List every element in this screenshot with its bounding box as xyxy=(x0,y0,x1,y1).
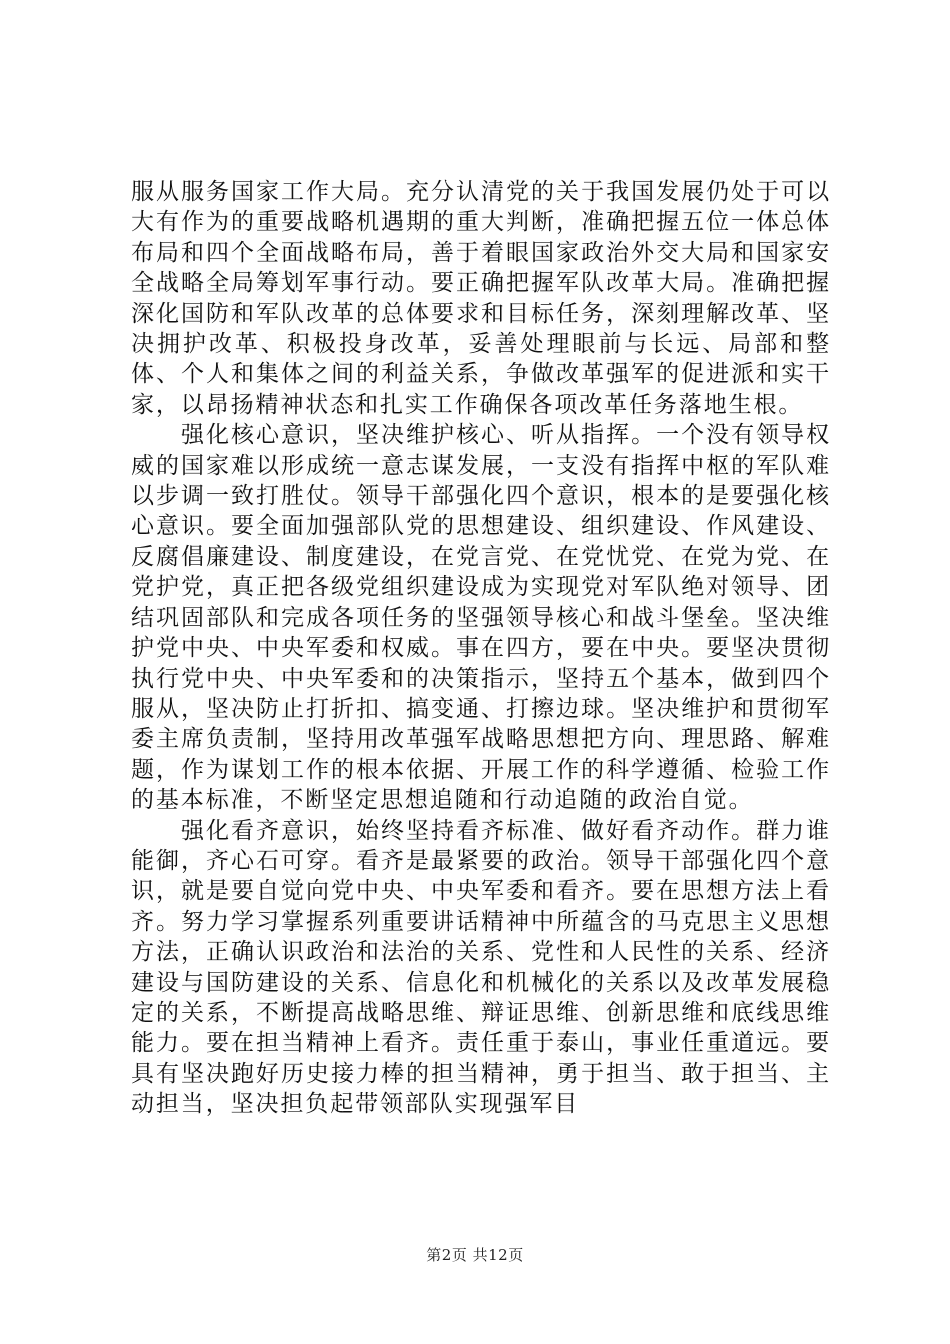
paragraph-3: 强化看齐意识，始终坚持看齐标准、做好看齐动作。群力谁能御，齐心石可穿。看齐是最紧要的政治。领导干部强化四个意识，就是要自觉向党中央、中央军委和看齐。要在思想方法上看齐。努力学习掌握系列重要讲话精神中所蕴含的马克思主义思想方法，正确认识政治和法治的关系、党性和人民性的关系、经济建设与国防建设的关系、信息化和机械化的关系以及改革发展稳定的关系，不断提高战略思维、辩证思维、创新思维和底线思维能力。要在担当精神上看齐。责任重于泰山，事业任重道远。要具有坚决跑好历史接力棒的担当精神，勇于担当、敢于担当、主动担当，坚决担负起带领部队实现强军目 xyxy=(131,817,831,1118)
paragraph-2: 强化核心意识，坚决维护核心、听从指挥。一个没有领导权威的国家难以形成统一意志谋发展，一支没有指挥中枢的军队难以步调一致打胜仗。领导干部强化四个意识，根本的是要强化核心意识。要全面加强部队党的思想建设、组织建设、作风建设、反腐倡廉建设、制度建设，在党言党、在党忧党、在党为党、在党护党，真正把各级党组织建设成为实现党对军队绝对领导、团结巩固部队和完成各项任务的坚强领导核心和战斗堡垒。坚决维护党中央、中央军委和权威。事在四方，要在中央。要坚决贯彻执行党中央、中央军委和的决策指示，坚持五个基本，做到四个服从，坚决防止打折扣、搞变通、打擦边球。坚决维护和贯彻军委主席负责制，坚持用改革强军战略思想把方向、理思路、解难题，作为谋划工作的根本依据、开展工作的科学遵循、检验工作的基本标准，不断坚定思想追随和行动追随的政治自觉。 xyxy=(131,422,831,814)
document-body xyxy=(131,177,831,1120)
paragraph-1: 服从服务国家工作大局。充分认清党的关于我国发展仍处于可以大有作为的重要战略机遇期的重大判断，准确把握五位一体总体布局和四个全面战略布局，善于着眼国家政治外交大局和国家安全战略全局筹划军事行动。要正确把握军队改革大局。准确把握深化国防和军队改革的总体要求和目标任务，深刻理解改革、坚决拥护改革、积极投身改革，妥善处理眼前与长远、局部和整体、个人和集体之间的利益关系，争做改革强军的促进派和实干家，以昂扬精神状态和扎实工作确保各项改革任务落地生根。 xyxy=(131,179,831,418)
page-number-footer: 第2页 共12页 xyxy=(426,1246,524,1264)
